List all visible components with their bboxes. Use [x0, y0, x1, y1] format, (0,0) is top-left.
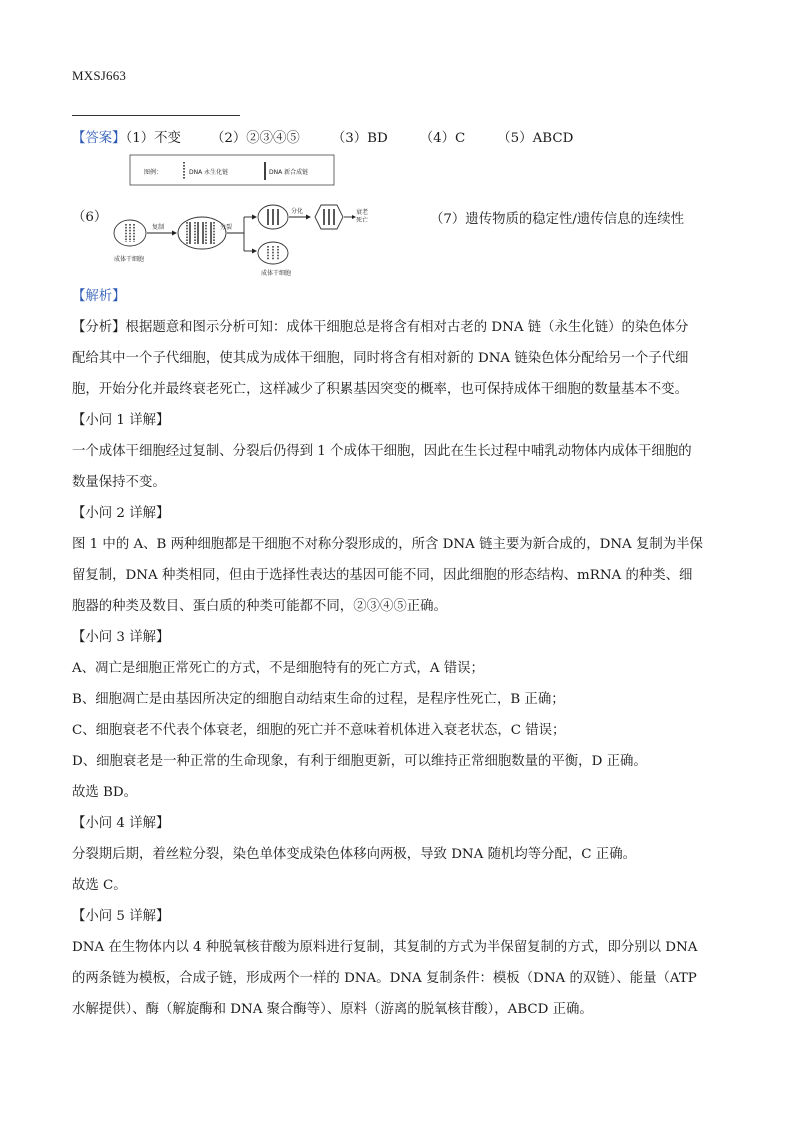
answer-item-2: （2）②③④⑤	[210, 131, 300, 146]
analysis-line: 【分析】根据题意和图示分析可知：成体干细胞总是将含有相对古老的 DNA 链（永生化链）的染色体分	[72, 320, 689, 335]
senescence-label-2: 死亡	[356, 217, 369, 224]
q2-line: 胞器的种类及数目、蛋白质的种类可能都不同，②③④⑤正确。	[72, 599, 447, 614]
answer-item-4: （4）C	[419, 131, 466, 146]
q1-line: 一个成体干细胞经过复制、分裂后仍得到 1 个成体干细胞，因此在生长过程中哺乳动物体内成体干细胞的	[72, 444, 692, 459]
stem-cell-diagram	[72, 153, 369, 278]
replicate-label: 复制	[152, 224, 165, 231]
q5-line: 的两条链为模板，合成子链，形成两个一样的 DNA。DNA 复制条件：模板（DNA 的双链）、能量（ATP	[72, 971, 697, 986]
q1-title: 【小问 1 详解】	[72, 413, 170, 428]
q5-title: 【小问 5 详解】	[72, 909, 170, 924]
legend-title: 图例：	[144, 169, 163, 176]
q2-line: 图 1 中的 A、B 两种细胞都是干细胞不对称分裂形成的，所含 DNA 链主要为新合成的，DNA 复制为半保	[72, 537, 703, 552]
q4-title: 【小问 4 详解】	[72, 816, 170, 831]
legend-old-label: DNA 永生化链	[189, 169, 229, 176]
answer-label: 【答案】	[72, 131, 126, 146]
answer-item-3: （3）BD	[331, 131, 388, 146]
q3-line: C、细胞衰老不代表个体衰老，细胞的死亡并不意味着机体进入衰老状态，C 错误；	[72, 723, 566, 738]
answer-q7: （7）遗传物质的稳定性/遗传信息的连续性	[430, 212, 685, 227]
analysis-line: 胞，开始分化并最终衰老死亡，这样减少了积累基因突变的概率，也可保持成体干细胞的数量基本不变。	[72, 382, 688, 397]
stem-cell-label-1: 成体干细胞	[114, 256, 145, 263]
q2-title: 【小问 2 详解】	[72, 506, 170, 521]
answer-line	[72, 129, 601, 149]
legend-new-label: DNA 新合成链	[269, 169, 309, 176]
replicated-cell	[178, 217, 226, 249]
divider	[72, 115, 240, 116]
answer-item-5: （5）ABCD	[497, 131, 574, 146]
arrow-head	[172, 231, 177, 236]
q3-line: B、细胞凋亡是由基因所决定的细胞自动结束生命的过程，是程序性死亡，B 正确；	[72, 692, 565, 707]
q2-line: 留复制，DNA 种类相同，但由于选择性表达的基因可能不同，因此细胞的形态结构、mRNA 的种类、细	[72, 568, 693, 583]
q3-line: 故选 BD。	[72, 785, 138, 800]
q6-label: （6）	[72, 210, 108, 225]
analysis-line: 配给其中一个子代细胞，使其成为成体干细胞，同时将含有相对新的 DNA 链染色体分配给另一个子代细	[72, 351, 689, 366]
divide-label: 分裂	[220, 224, 233, 231]
analysis-heading: 【解析】	[72, 289, 126, 304]
senescence-label-1: 衰老	[356, 209, 369, 216]
q1-line: 数量保持不变。	[72, 475, 166, 490]
stem-cell-label-2: 成体干细胞	[261, 270, 292, 277]
q3-line: D、细胞衰老是一种正常的生命现象，有利于细胞更新，可以维持正常细胞数量的平衡，D 正确。	[72, 754, 647, 769]
q5-line: DNA 在生物体内以 4 种脱氧核苷酸为原料进行复制，其复制的方式为半保留复制的方式，即分别以 DNA	[72, 940, 698, 955]
q4-line: 分裂期后期，着丝粒分裂，染色单体变成染色体移向两极，导致 DNA 随机均等分配，C 正确。	[72, 847, 636, 862]
document-code: MXSJ663	[72, 68, 127, 83]
q3-line: A、凋亡是细胞正常死亡的方式，不是细胞特有的死亡方式，A 错误；	[72, 661, 484, 676]
q5-line: 水解提供）、酶（解旋酶和 DNA 聚合酶等）、原料（游离的脱氧核苷酸），ABCD 正确。	[72, 1002, 593, 1017]
q4-line: 故选 C。	[72, 878, 127, 893]
differentiate-label: 分化	[291, 208, 304, 215]
answer-item-1: （1）不变	[125, 131, 181, 146]
q3-title: 【小问 3 详解】	[72, 630, 170, 645]
